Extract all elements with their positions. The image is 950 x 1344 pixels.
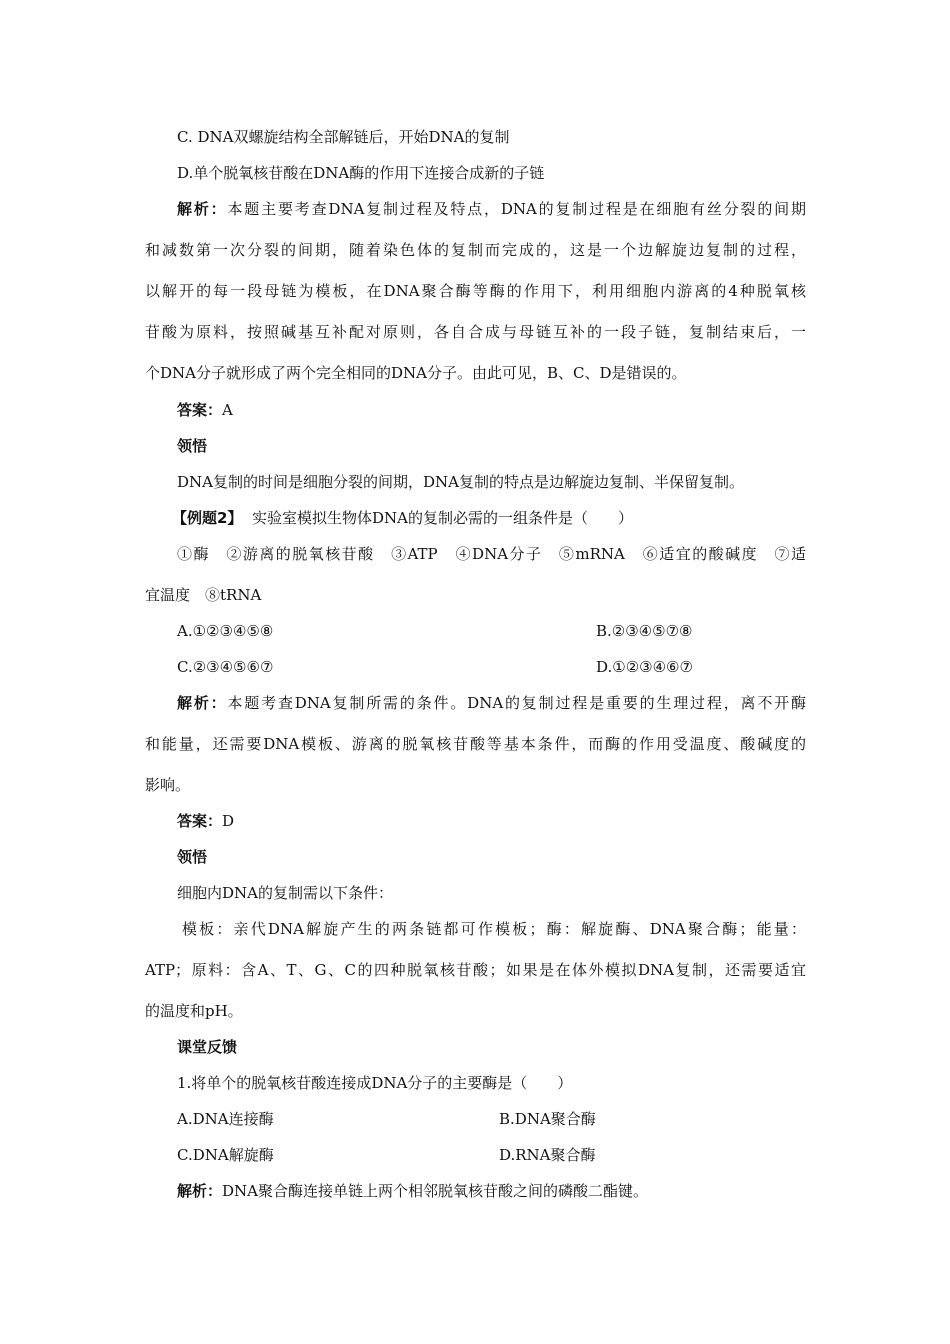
example2-insight-intro: 细胞内DNA的复制需以下条件： — [177, 884, 393, 902]
example2-insight-line-3: 的温度和pH。 — [145, 1002, 243, 1020]
example2-conditions-1: ①酶 ②游离的脱氧核苷酸 ③ATP ④DNA分子 ⑤mRNA ⑥适宜的酸碱度 ⑦适 — [177, 545, 806, 563]
example2-conditions-2: 宜温度 ⑧tRNA — [145, 586, 262, 604]
feedback-title: 课堂反馈 — [177, 1038, 238, 1056]
example2-analysis-line-2: 和能量，还需要DNA模板、游离的脱氧核苷酸等基本条件，而酶的作用受温度、酸碱度的 — [145, 735, 806, 753]
prev-analysis-line-2: 和减数第一次分裂的间期，随着染色体的复制而完成的，这是一个边解旋边复制的过程， — [145, 241, 806, 259]
answer-label: 答案： — [177, 812, 223, 830]
example2-analysis-line-1 — [177, 693, 806, 713]
example2-insight-line-1: 模板：亲代DNA解旋产生的两条链都可作模板；酶：解旋酶、DNA聚合酶；能量： — [182, 920, 806, 938]
prev-analysis-line-5: 个DNA分子就形成了两个完全相同的DNA分子。由此可见，B、C、D是错误的。 — [145, 364, 687, 382]
feedback-option-a: A.DNA连接酶 — [177, 1110, 274, 1128]
example2-analysis-line-3: 影响。 — [145, 776, 191, 794]
prev-analysis-line-1 — [177, 199, 806, 219]
example2-answer — [177, 811, 234, 831]
feedback-option-b: B.DNA聚合酶 — [499, 1110, 596, 1128]
analysis-text: 本题主要考查DNA复制过程及特点，DNA的复制过程是在细胞有丝分裂的间期 — [227, 200, 806, 218]
answer-label: 答案： — [177, 401, 223, 419]
prev-option-c: C. DNA双螺旋结构全部解链后，开始DNA的复制 — [177, 128, 510, 146]
feedback-option-d: D.RNA聚合酶 — [499, 1146, 596, 1164]
example2-question — [172, 508, 633, 528]
example2-label: 【例题2】 — [172, 509, 243, 527]
example2-insight-label: 领悟 — [177, 848, 208, 866]
example2-option-b: B.②③④⑤⑦⑧ — [596, 622, 693, 640]
analysis-text: 本题考查DNA复制所需的条件。DNA的复制过程是重要的生理过程，离不开酶 — [227, 694, 806, 712]
prev-answer — [177, 400, 233, 420]
analysis-label: 解析： — [177, 200, 228, 218]
feedback-analysis — [177, 1181, 648, 1201]
prev-insight-text: DNA复制的时间是细胞分裂的间期，DNA复制的特点是边解旋边复制、半保留复制。 — [177, 473, 744, 491]
example2-insight-line-2: ATP；原料：含A、T、G、C的四种脱氧核苷酸；如果是在体外模拟DNA复制，还需要适宜 — [145, 961, 806, 979]
example2-option-c: C.②③④⑤⑥⑦ — [177, 658, 274, 676]
example2-option-d: D.①②③④⑥⑦ — [596, 658, 693, 676]
prev-insight-label: 领悟 — [177, 437, 208, 455]
prev-analysis-line-4: 苷酸为原料，按照碱基互补配对原则，各自合成与母链互补的一段子链，复制结束后，一 — [145, 323, 806, 341]
analysis-label: 解析： — [177, 1182, 223, 1200]
prev-analysis-line-3: 以解开的每一段母链为模板，在DNA聚合酶等酶的作用下，利用细胞内游离的4种脱氧核 — [145, 282, 806, 300]
example2-option-a: A.①②③④⑤⑧ — [177, 622, 274, 640]
feedback-q1: 1.将单个的脱氧核苷酸连接成DNA分子的主要酶是（ ） — [177, 1074, 573, 1092]
answer-value: D — [222, 812, 235, 830]
analysis-text: DNA聚合酶连接单链上两个相邻脱氧核苷酸之间的磷酸二酯键。 — [222, 1182, 649, 1200]
analysis-label: 解析： — [177, 694, 228, 712]
feedback-option-c: C.DNA解旋酶 — [177, 1146, 274, 1164]
example2-question-text: 实验室模拟生物体DNA的复制必需的一组条件是（ ） — [251, 509, 633, 527]
prev-option-d: D.单个脱氧核苷酸在DNA酶的作用下连接合成新的子链 — [177, 164, 545, 182]
answer-value: A — [222, 401, 233, 419]
